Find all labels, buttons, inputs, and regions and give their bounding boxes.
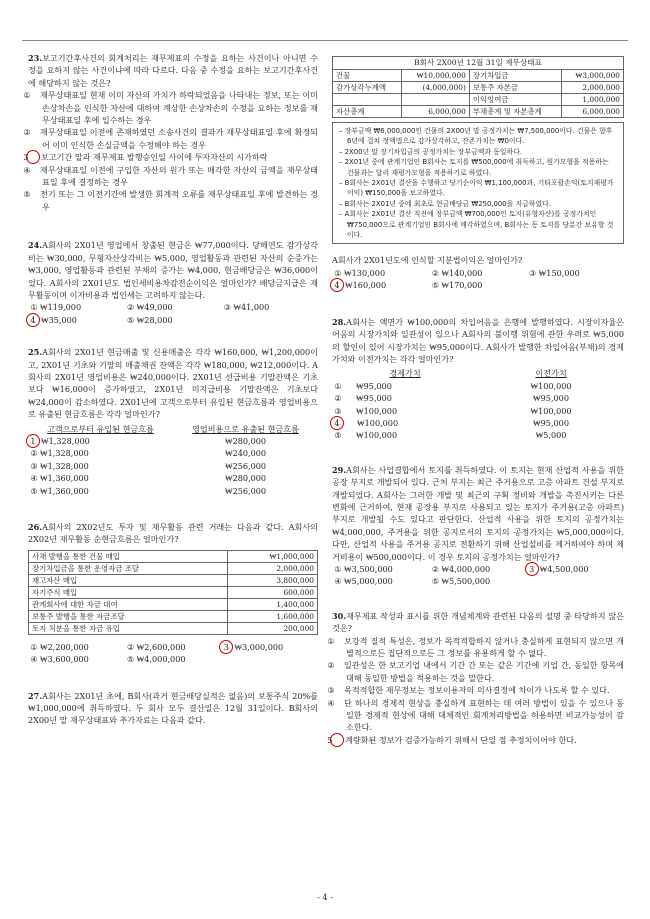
option-2[interactable]: ② ₩4,000,000 (431, 564, 491, 574)
table-row: 토지 처분을 통한 자금 유입 200,000 (29, 622, 318, 634)
table-row: 재고자산 매입 3,800,000 (29, 574, 318, 586)
options-grid (28, 301, 318, 326)
option-1[interactable]: ① ₩130,000 (334, 267, 386, 278)
answer-row-3[interactable]: ③ ₩1,328,000 ₩256,000 (30, 460, 267, 471)
balance-sheet-title: B회사 2X00년 12월 31일 재무상태표 (332, 56, 624, 69)
option-3-selected[interactable]: 3 ₩4,500,000 (527, 563, 624, 575)
option-3-selected[interactable]: 3 보고기간 말과 재무제표 발행승인일 사이에 투자자산의 시가하락 (23, 152, 268, 163)
answer-circle-mark: 3 (525, 562, 539, 576)
option-5[interactable]: ⑤ ₩4,000,000 (127, 654, 186, 665)
page-number: - 4 - (317, 893, 333, 902)
table-row: 보통주 발행을 통한 자금조달 1,600,000 (29, 610, 318, 622)
answer-row-5[interactable]: ⑤ ₩100,000 ₩5,000 (334, 430, 567, 441)
table-row: 사채 발행을 통한 건물 매입 ₩1,000,000 (29, 550, 318, 562)
answer-circle-mark: 5 (330, 733, 344, 747)
table-row: 이익잉여금 1,000,000 (333, 94, 624, 106)
left-column (23, 52, 318, 737)
balance-sheet-table (332, 69, 624, 118)
question-29: 29.A회사는 사업결합에서 토지를 취득하였다. 이 토지는 현재 산업적 사용을 위한 공장 부지로 개발되어 있다. 근처 부지는 최근 주거용으로 고층 아파트 건설 부지로 개발되었다. A회사는 그러한 개발 및 최근의 구획 정비와 개발을 촉진시키는 다른 변화에 근거하여, 현재 공장용 부지로 사용되고 있는 토지가 주거용(고층 아파트) 부지로 개발될 수도 있다고 판단한다. 산업적 사용을 위한 토지의 공정가치는 ₩4,000,000, 주거용을 위한 공지로서의 토지의 공정가치는 ₩5,000,000이다. 다만, 산업적 사용을 주거용 공지로 전환하기 위해 산업설비를 제거하여야 하며 제거비용이 ₩500,000이다. 이 경우 토지의 공정가치는 얼마인가? ① ₩3,500,000 ② ₩4,000,000 3 ₩4,500,000 ④ ₩5,000,000 ⑤ ₩5,500,000 (332, 464, 624, 587)
answer-row-1-selected[interactable]: 1 ₩1,328,000 ₩280,000 (28, 435, 318, 447)
option-1[interactable]: ① ₩119,000 (30, 302, 82, 313)
option-4[interactable]: ④ 단 하나의 경제적 현상을 충실하게 표현하는 데 여러 방법이 있을 수 있으나 동일한 경제적 현상에 대해 대체적인 회계처리방법을 허용하면 비교가능성이 감소한다. (327, 697, 624, 733)
question-30: 30.재무제표 작성과 표시를 위한 개념체계와 관련된 다음의 설명 중 타당하지 않은 것은? ① 보강적 질적 특성은, 정보가 목적적합하지 않거나 충실하게 표현되지 않으면 개별적으로든 집단적으로든 그 정보를 유용하게 할 수 없다. ② 일관성은 한 보고기업 내에서 기간 간 또는 같은 기간에 기업 간, 동일한 항목에 대해 동일한 방법을 적용하는 것을 말한다. ③ 목적적합한 재무정보는 정보이용자의 의사결정에 차이가 나도록 할 수 있다. ④ 단 하나의 경제적 현상을 충실하게 표현하는 데 여러 방법이 있을 수 있으나 동일한 경제적 현상에 대해 대체적인 회계처리방법을 허용하면 비교가능성이 감소한다. 5 계량화된 정보가 검증가능하기 위해서 단일 점 추정치이어야 한다. (327, 610, 624, 745)
option-5-selected[interactable]: 5 계량화된 정보가 검증가능하기 위해서 단일 점 추정치이어야 한다. (327, 734, 577, 745)
options-grid (332, 267, 624, 292)
top-divider (22, 40, 628, 41)
question-27: 27.A회사는 2X01년 초에, B회사(과거 현금배당실적은 없음)의 보통주식 20%를 ₩1,000,000에 취득하였다. 두 회사 모두 결산일은 12월 31일이다. B회사의 2X00년 말 재무상태표와 추가자료는 다음과 같다. (28, 690, 318, 726)
option-4[interactable]: ④ 재무상태표일 이전에 구입한 자산의 원가 또는 매각한 자산의 금액을 재무상태표일 후에 결정하는 경우 (23, 164, 318, 188)
answer-row-2[interactable]: ② ₩95,000 ₩95,000 (334, 393, 569, 404)
answer-circle-mark: 3 (26, 150, 40, 164)
option-4-selected[interactable]: 4 ₩35,000 (28, 314, 125, 326)
transactions-table (28, 550, 318, 635)
option-2[interactable]: ② ₩2,600,000 (127, 641, 186, 652)
question-25: 25.A회사의 2X01년 현금매출 및 신용매출은 각각 ₩160,000, ₩1,200,000이고, 2X01년 기초와 기말의 매출채권 잔액은 각각 ₩180,000, ₩212,000이다. A회사의 2X01년 영업비용은 ₩240,000이다. 2X01년 선급비용 기말잔액은 기초보다 ₩16,000이 증가하였고, 2X01년 미지급비용 기말잔액은 기초보다 ₩24,000이 감소하였다. 2X01년에 고객으로부터 유입된 현금흐름과 영업비용으로 유출된 현금흐름은 각각 얼마인가? 고객으로부터 유입된 현금흐름 영업비용으로 유출된 현금흐름 1 ₩1,328,000 ₩280,000 ② ₩1,328,000 ₩240,000 ③ ₩1,328,000 ₩256,000 ④ ₩1,360,000 ₩280,000 ⑤ ₩1,360,000 ₩256,000 (28, 347, 318, 496)
question-26: 26.A회사의 2X02년도 투자 및 재무활동 관련 거래는 다음과 같다. A회사의 2X02년 재무활동 순현금흐름은 얼마인가? 사채 발행을 통한 건물 매입 ₩1,000,000 장기차입금을 통한 운영자금 조달 2,000,000 재고자산 매입 3,800,000 자기주식 매입 600,000 관계회사에 대한 자금 대여 1,400,000 보통주 발행을 통한 자금조달 1,600,000 토지 처분을 통한 자금 유입 200,000 ① ₩2,200,000 ② ₩2,600,000 3 ₩3,000,000 ④ ₩3,600,000 ⑤ ₩4,000,000 (28, 522, 318, 665)
option-1[interactable]: ① 보강적 질적 특성은, 정보가 목적적합하지 않거나 충실하게 표현되지 않으면 개별적으로든 집단적으로든 그 정보를 유용하게 할 수 없다. (327, 635, 624, 659)
option-5[interactable]: ⑤ ₩170,000 (431, 280, 483, 291)
option-3[interactable]: ③ 목적적합한 재무정보는 정보이용자의 의사결정에 차이가 나도록 할 수 있다. (327, 685, 610, 696)
answer-row-2[interactable]: ② ₩1,328,000 ₩240,000 (30, 448, 267, 459)
right-column (327, 52, 624, 756)
option-4[interactable]: ④ ₩3,600,000 (30, 654, 89, 665)
answer-circle-mark: 4 (26, 313, 40, 327)
option-1[interactable]: ① ₩3,500,000 (334, 564, 393, 574)
answer-row-3[interactable]: ③ ₩100,000 ₩100,000 (334, 405, 572, 416)
table-row: 감가상각누계액 (4,000,000) 보통주 자본금 2,000,000 (333, 82, 624, 94)
option-4[interactable]: ④ ₩5,000,000 (334, 576, 393, 587)
table-row: 장기차입금을 통한 운영자금 조달 2,000,000 (29, 562, 318, 574)
question-number: 23. (28, 53, 43, 63)
answer-circle-mark: 4 (330, 416, 344, 430)
options-grid (332, 563, 624, 588)
option-3[interactable]: ③ ₩150,000 (529, 267, 580, 278)
option-2[interactable]: ② 재무상태표일 이전에 존재하였던 소송사건의 결과가 재무상태표일 후에 확정되어 이미 인식한 손실금액을 수정해야 하는 경우 (23, 127, 318, 150)
option-1[interactable]: ① 재무상태표일 현재 이미 자산의 가치가 하락되었음을 나타내는 정보, 또는 이미 손상차손을 인식한 자산에 대하여 계상한 손상차손의 수정을 요하는 정보를 재무상태표일 후에 입수하는 경우 (23, 90, 318, 126)
options-grid (28, 641, 318, 666)
table-row: 건물 ₩10,000,000 장기차입금 ₩3,000,000 (333, 70, 624, 82)
answer-circle-mark: 1 (26, 434, 40, 448)
table-row: 자산총계 6,000,000 부채총계 및 자본총계 6,000,000 (333, 106, 624, 118)
option-2[interactable]: ② 일관성은 한 보고기업 내에서 기간 간 또는 같은 기간에 기업 간, 동일한 항목에 대해 동일한 방법을 적용하는 것을 말한다. (327, 660, 624, 683)
question-23 (23, 52, 318, 213)
option-3-selected[interactable]: 3 ₩3,000,000 (221, 641, 318, 653)
question-text: 보고기간후사건의 회계처리는 재무제표의 수정을 요하는 사건이나 아니면 수정을 요하지 않는 사건이냐에 따라 다르다. 다음 중 수정을 요하는 보고기간후사건에 해당하지 않는 것은? (28, 53, 318, 88)
answer-row-5[interactable]: ⑤ ₩1,360,000 ₩256,000 (30, 485, 267, 496)
question-24: 24.A회사의 2X01년 영업에서 창출된 현금은 ₩77,000이다. 당해연도 감가상각비는 ₩30,000, 무형자산상각비는 ₩5,000, 영업활동과 관련된 자산의 순증가는 ₩3,000, 영업활동과 관련된 부채의 증가는 ₩4,000, 현금배당금은 ₩36,000이었다. A회사의 2X01년도 법인세비용차감전순이익은 얼마인가? 배당금지급은 재무활동이며 이자비용과 법인세는 고려하지 않는다. ① ₩119,000 ② ₩49,000 ③ ₩41,000 4 ₩35,000 ⑤ ₩28,000 (28, 240, 318, 325)
additional-info-box: – 장부금액 ₩6,000,000인 건물의 2X00년 말 공정가치는 ₩7,500,000이다. 건물은 향후 6년에 걸쳐 정액법으로 감가상각하고, 잔존가치는 ₩0이다. – 2X00년 말 장기차입금의 공정가치는 장부금액과 동일하다. – 2X01년 중에 관계기업인 B회사는 토지를 ₩500,000에 취득하고, 원가모형을 적용하는 건물과는 달리 재평가모형을 적용하기로 하였다. – B회사는 2X01년 결산을 수행하고 당기순이익 ₩1,100,000과, 기타포괄손익(토지재평가이익) ₩150,000을 보고하였다. – B회사는 2X01년 중에 최초로 현금배당금 ₩250,000을 지급하였다. – A회사는 2X01년 결산 직전에 장부금액 ₩700,000인 토지(유형자산)를 공정가치인 ₩750,000으로 관계기업인 B회사에 매각하였으며, B회사는 동 토지를 당분간 보유할 것이다. (332, 122, 624, 244)
question-27-prompt: A회사가 2X01년도에 인식할 지분법이익은 얼마인가? ① ₩130,000 ② ₩140,000 ③ ₩150,000 4 ₩160,000 ⑤ ₩170,000 (332, 254, 624, 291)
table-row: 관계회사에 대한 자금 대여 1,400,000 (29, 598, 318, 610)
option-5[interactable]: ⑤ ₩28,000 (127, 314, 173, 325)
answer-circle-mark: 4 (330, 278, 344, 292)
answer-circle-mark: 3 (219, 640, 233, 654)
option-1[interactable]: ① ₩2,200,000 (30, 641, 89, 652)
table-row: 자기주식 매입 600,000 (29, 586, 318, 598)
option-2[interactable]: ② ₩49,000 (127, 302, 173, 313)
answer-row-4-selected[interactable]: 4 ₩100,000 ₩95,000 (332, 417, 624, 429)
option-4-selected[interactable]: 4 ₩160,000 (332, 279, 429, 291)
answer-row-4[interactable]: ④ ₩1,360,000 ₩280,000 (30, 473, 267, 484)
option-3[interactable]: ③ ₩41,000 (223, 302, 270, 313)
balance-sheet (332, 56, 624, 118)
answer-table-header: 고객으로부터 유입된 현금흐름 영업비용으로 유출된 현금흐름 (47, 423, 299, 434)
answer-table-header: 경제가치 이전가치 (389, 368, 567, 379)
option-2[interactable]: ② ₩140,000 (431, 267, 483, 278)
answer-row-1[interactable]: ① ₩95,000 ₩100,000 (334, 380, 572, 391)
option-5[interactable]: ⑤ ₩5,500,000 (431, 576, 491, 587)
question-28: 28.A회사는 액면가 ₩100,000의 차입어음을 은행에 발행하였다. 시장이자율은 어음의 시장가치와 일관성이 있으나 A회사의 불이행 위험에 관한 우려로 ₩5,000의 할인이 있어 시장가치는 ₩95,000이다. A회사가 발행한 차입어음(부채)의 경제가치와 이전가치는 각각 얼마인가? 경제가치 이전가치 ① ₩95,000 ₩100,000 ② ₩95,000 ₩95,000 ③ ₩100,000 ₩100,000 4 ₩100,000 ₩95,000 ⑤ ₩100,000 ₩5,000 (332, 316, 624, 441)
option-5[interactable]: ⑤ 전기 또는 그 이전기간에 발생한 회계적 오류를 재무상태표일 후에 발견하는 경우 (23, 189, 318, 212)
